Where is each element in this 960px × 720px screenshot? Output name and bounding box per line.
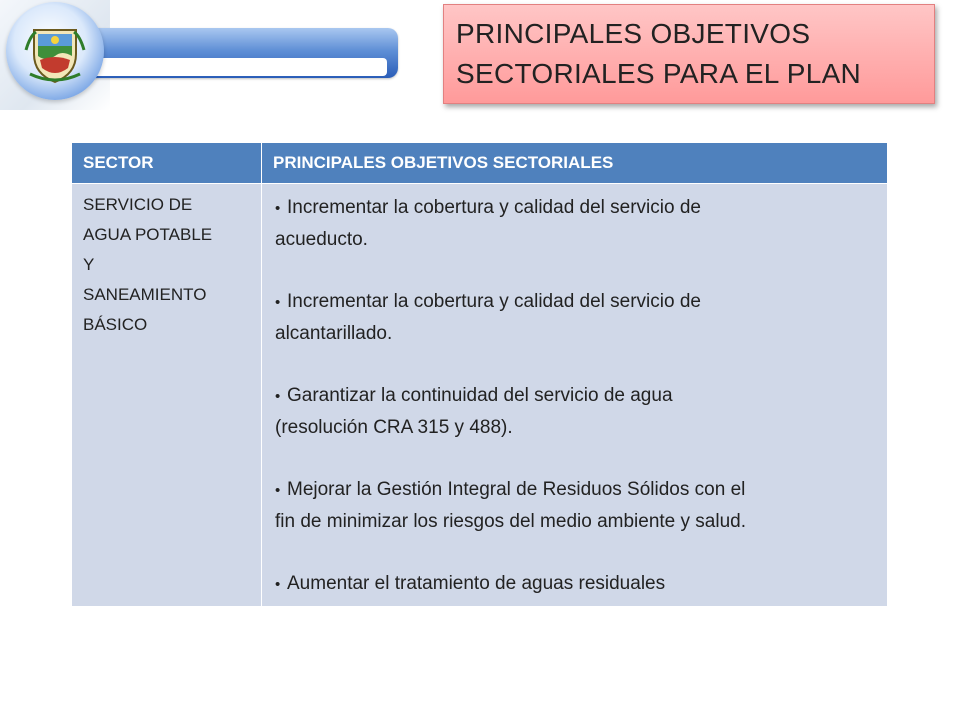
banner-bar-highlight xyxy=(75,58,387,76)
sector-line: SANEAMIENTO xyxy=(83,285,207,304)
objective-text: Incrementar la cobertura y calidad del servicio de xyxy=(287,291,701,312)
objective-text: (resolución CRA 315 y 488). xyxy=(275,417,513,438)
header-sector: SECTOR xyxy=(72,143,262,184)
header-objectives: PRINCIPALES OBJETIVOS SECTORIALES xyxy=(262,143,888,184)
bullet-icon: • xyxy=(275,294,281,311)
objective-item xyxy=(275,568,881,600)
objective-item xyxy=(275,380,881,443)
bullet-icon: • xyxy=(275,482,281,499)
table-header-row xyxy=(72,143,888,184)
objective-text: Aumentar el tratamiento de aguas residuales xyxy=(287,573,666,594)
page-title xyxy=(456,14,928,94)
title-line-2: SECTORIALES PARA EL PLAN xyxy=(456,58,862,89)
bullet-icon: • xyxy=(275,388,281,405)
title-box xyxy=(443,4,935,104)
bullet-icon: • xyxy=(275,200,281,217)
coat-of-arms-icon xyxy=(22,20,88,86)
objective-item xyxy=(275,474,881,537)
objective-text: Mejorar la Gestión Integral de Residuos Sólidos con el xyxy=(287,479,746,500)
objective-text: Garantizar la continuidad del servicio de agua xyxy=(287,385,673,406)
objectives-cell xyxy=(262,184,888,607)
title-line-1: PRINCIPALES OBJETIVOS xyxy=(456,18,811,49)
table-row xyxy=(72,184,888,607)
objective-text: acueducto. xyxy=(275,229,368,250)
header-banner xyxy=(0,0,400,110)
sector-cell xyxy=(72,184,262,607)
sector-line: AGUA POTABLE xyxy=(83,225,213,244)
sector-line: SERVICIO DE xyxy=(83,195,193,214)
objective-text: Incrementar la cobertura y calidad del servicio de xyxy=(287,197,701,218)
objective-text: alcantarillado. xyxy=(275,323,393,344)
objective-text: fin de minimizar los riesgos del medio ambiente y salud. xyxy=(275,511,746,532)
sector-line: BÁSICO xyxy=(83,315,148,334)
objective-item xyxy=(275,192,881,255)
sector-line: Y xyxy=(83,255,95,274)
bullet-icon: • xyxy=(275,576,281,593)
objective-item xyxy=(275,286,881,349)
objectives-table xyxy=(71,142,888,607)
